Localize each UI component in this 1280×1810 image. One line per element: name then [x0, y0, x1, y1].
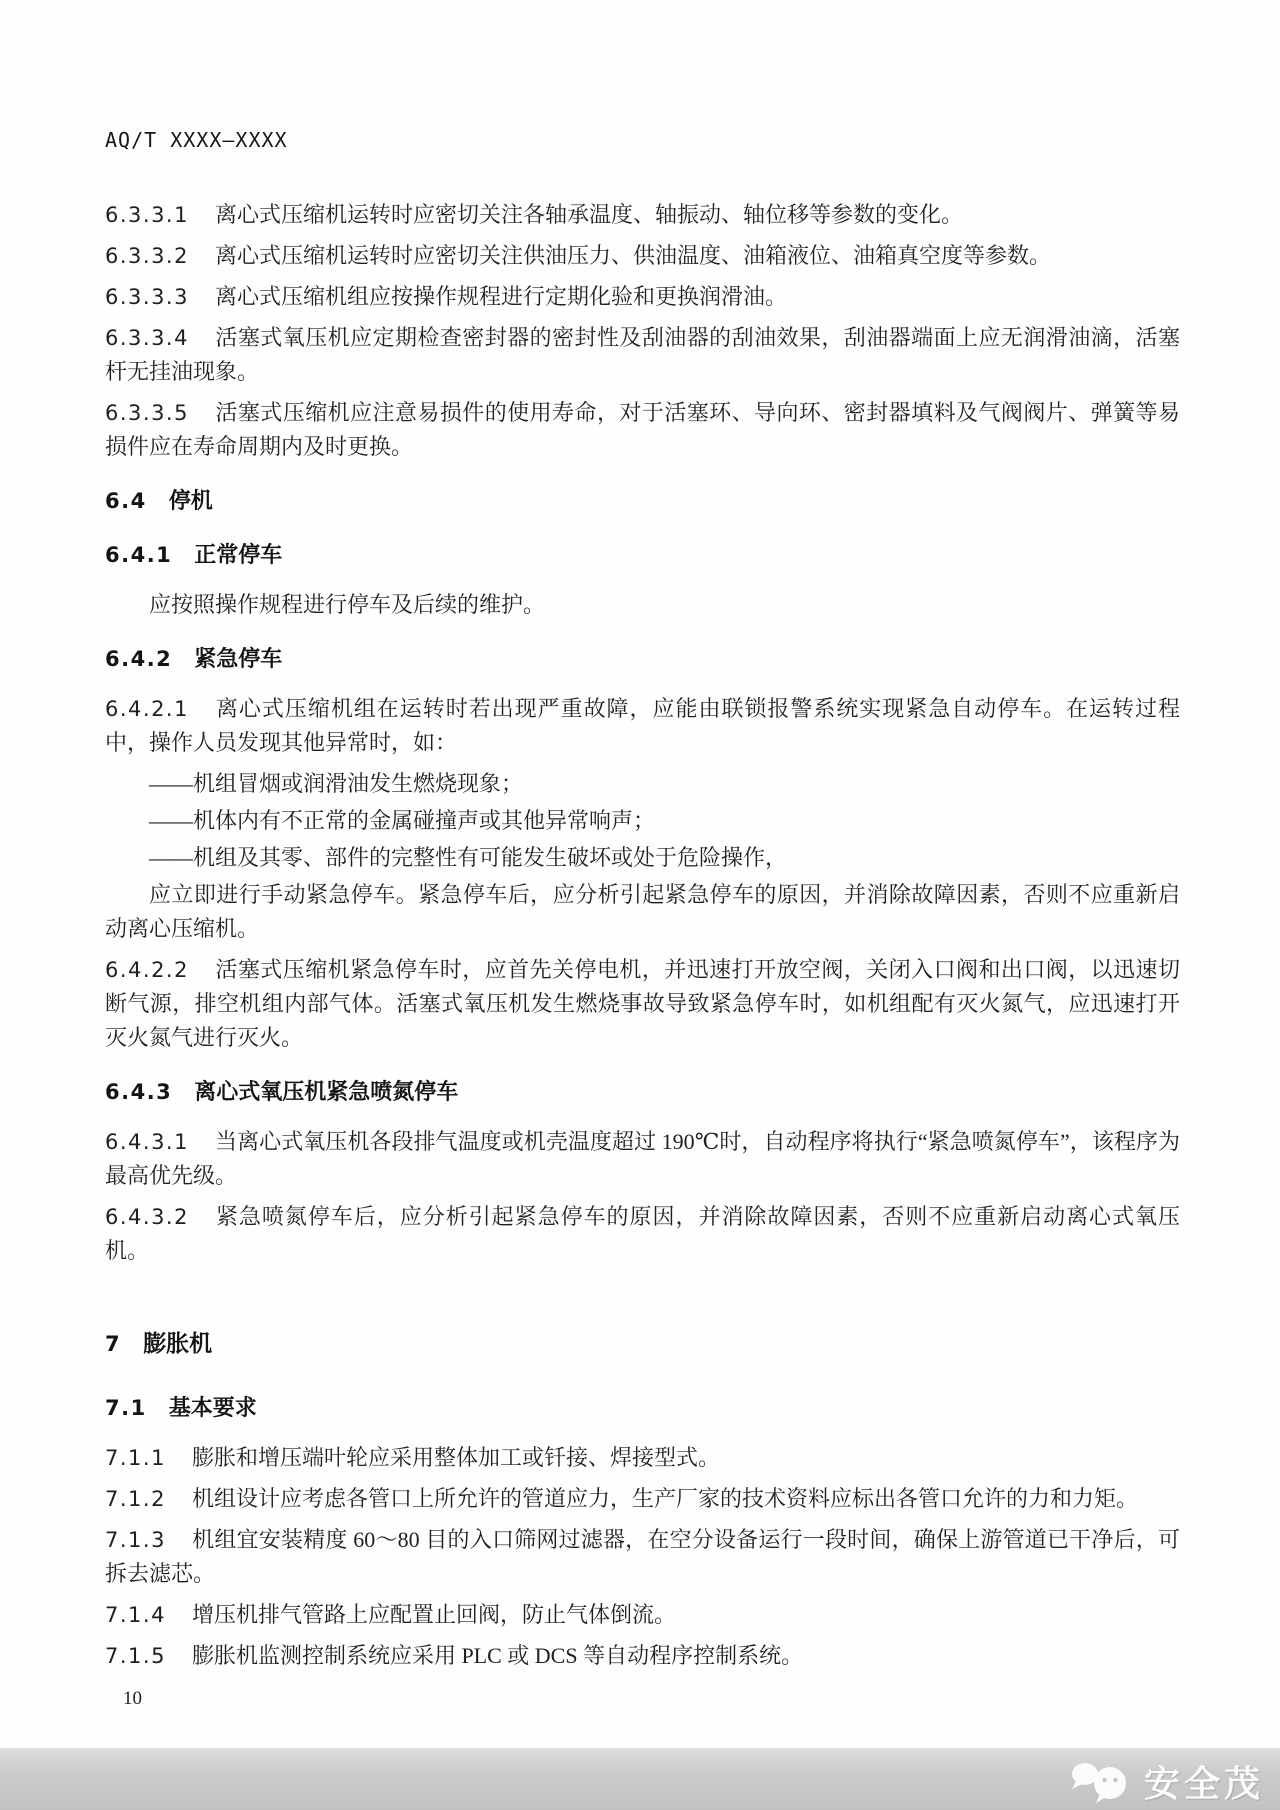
heading-title: 正常停车	[194, 542, 283, 567]
clause-6334	[105, 321, 1180, 389]
heading-number: 6.4.2	[105, 647, 173, 671]
brand-name: 安全茂	[1143, 1763, 1264, 1804]
heading-71	[105, 1391, 1180, 1425]
heading-641	[105, 538, 1180, 572]
chat-bubbles-icon	[1068, 1759, 1132, 1805]
heading-number: 6.4.3	[105, 1080, 173, 1104]
heading-642	[105, 642, 1180, 676]
heading-number: 6.4	[105, 489, 147, 513]
clause-number: 7.1.3	[105, 1528, 166, 1552]
clause-text: 机组宜安装精度 60～80 目的入口筛网过滤器，在空分设备运行一段时间，确保上游管道已干净后，可拆去滤芯。	[105, 1527, 1180, 1586]
clause-text: 离心式压缩机运转时应密切关注各轴承温度、轴振动、轴位移等参数的变化。	[214, 202, 963, 227]
page-number: 10	[123, 1688, 142, 1709]
clause-715	[105, 1639, 1180, 1673]
heading-title: 离心式氧压机紧急喷氮停车	[194, 1079, 459, 1104]
paragraph: 应按照操作规程进行停车及后续的维护。	[149, 592, 546, 617]
clause-6432	[105, 1200, 1180, 1268]
clause-6422	[105, 953, 1180, 1055]
clause-6332	[105, 239, 1180, 273]
clause-text: 离心式压缩机组应按操作规程进行定期化验和更换润滑油。	[214, 284, 787, 309]
clause-number: 6.4.2.1	[105, 697, 189, 721]
clause-711	[105, 1441, 1180, 1475]
clause-6335	[105, 396, 1180, 464]
clause-text: 离心式压缩机运转时应密切关注供油压力、供油温度、油箱液位、油箱真空度等参数。	[214, 243, 1051, 268]
clause-number: 7.1.1	[105, 1446, 166, 1470]
heading-7	[105, 1326, 1180, 1361]
clause-number: 6.3.3.1	[105, 203, 189, 227]
clause-number: 6.3.3.3	[105, 285, 189, 309]
clause-6333	[105, 280, 1180, 314]
clause-714	[105, 1598, 1180, 1632]
clause-number: 7.1.5	[105, 1644, 166, 1668]
clause-712	[105, 1482, 1180, 1516]
heading-number: 7.1	[105, 1396, 147, 1420]
clause-number: 7.1.4	[105, 1603, 166, 1627]
clause-text: 活塞式压缩机应注意易损件的使用寿命，对于活塞环、导向环、密封器填料及气阀阀片、弹簧等易损件应在寿命周期内及时更换。	[105, 400, 1180, 459]
clause-text: 离心式压缩机组在运转时若出现严重故障，应能由联锁报警系统实现紧急自动停车。在运转过程中，操作人员发现其他异常时，如：	[105, 696, 1180, 755]
clause-number: 6.3.3.2	[105, 244, 189, 268]
heading-643	[105, 1075, 1180, 1109]
footer-band	[0, 1748, 1280, 1810]
clause-number: 6.3.3.5	[105, 401, 189, 425]
clause-text: 增压机排气管路上应配置止回阀，防止气体倒流。	[191, 1602, 676, 1627]
clause-text: 当离心式氧压机各段排气温度或机壳温度超过 190℃时，自动程序将执行“紧急喷氮停车”，该程序为最高优先级。	[105, 1129, 1180, 1188]
heading-number: 7	[105, 1332, 122, 1356]
heading-title: 基本要求	[168, 1395, 257, 1420]
clause-6431	[105, 1125, 1180, 1193]
heading-title: 紧急停车	[194, 646, 283, 671]
heading-number: 6.4.1	[105, 543, 173, 567]
clause-text: 紧急喷氮停车后，应分析引起紧急停车的原因，并消除故障因素，否则不应重新启动离心式氧压机。	[105, 1204, 1180, 1263]
clause-number: 6.4.3.1	[105, 1130, 189, 1154]
dash-item: ——机组冒烟或润滑油发生燃烧现象；	[149, 771, 524, 796]
doc-code: AQ/T XXXX—XXXX	[105, 128, 288, 152]
paragraph: 应立即进行手动紧急停车。紧急停车后，应分析引起紧急停车的原因，并消除故障因素，否则不应重新启动离心压缩机。	[105, 882, 1180, 941]
brand-logo	[1068, 1756, 1264, 1807]
clause-text: 膨胀机监测控制系统应采用 PLC 或 DCS 等自动程序控制系统。	[191, 1643, 804, 1668]
clause-number: 6.4.2.2	[105, 958, 189, 982]
clause-number: 6.3.3.4	[105, 326, 189, 350]
clause-713	[105, 1523, 1180, 1591]
heading-title: 停机	[168, 488, 213, 513]
heading-title: 膨胀机	[143, 1330, 213, 1356]
clause-number: 6.4.3.2	[105, 1205, 189, 1229]
clause-6421	[105, 692, 1180, 760]
clause-text: 活塞式氧压机应定期检查密封器的密封性及刮油器的刮油效果，刮油器端面上应无润滑油滴，活塞杆无挂油现象。	[105, 325, 1180, 384]
clause-text: 机组设计应考虑各管口上所允许的管道应力，生产厂家的技术资料应标出各管口允许的力和力矩。	[191, 1486, 1138, 1511]
clause-6331	[105, 198, 1180, 232]
clause-text: 膨胀和增压端叶轮应采用整体加工或钎接、焊接型式。	[191, 1445, 720, 1470]
dash-item: ——机体内有不正常的金属碰撞声或其他异常响声；	[149, 808, 656, 833]
clause-number: 7.1.2	[105, 1487, 166, 1511]
heading-64	[105, 484, 1180, 518]
clause-text: 活塞式压缩机紧急停车时，应首先关停电机，并迅速打开放空阀，关闭入口阀和出口阀，以迅速切断气源，排空机组内部气体。活塞式氧压机发生燃烧事故导致紧急停车时，如机组配有灭火氮气，应迅速打开灭火氮气进行灭火。	[105, 957, 1180, 1050]
dash-item: ——机组及其零、部件的完整性有可能发生破坏或处于危险操作，	[149, 845, 788, 870]
